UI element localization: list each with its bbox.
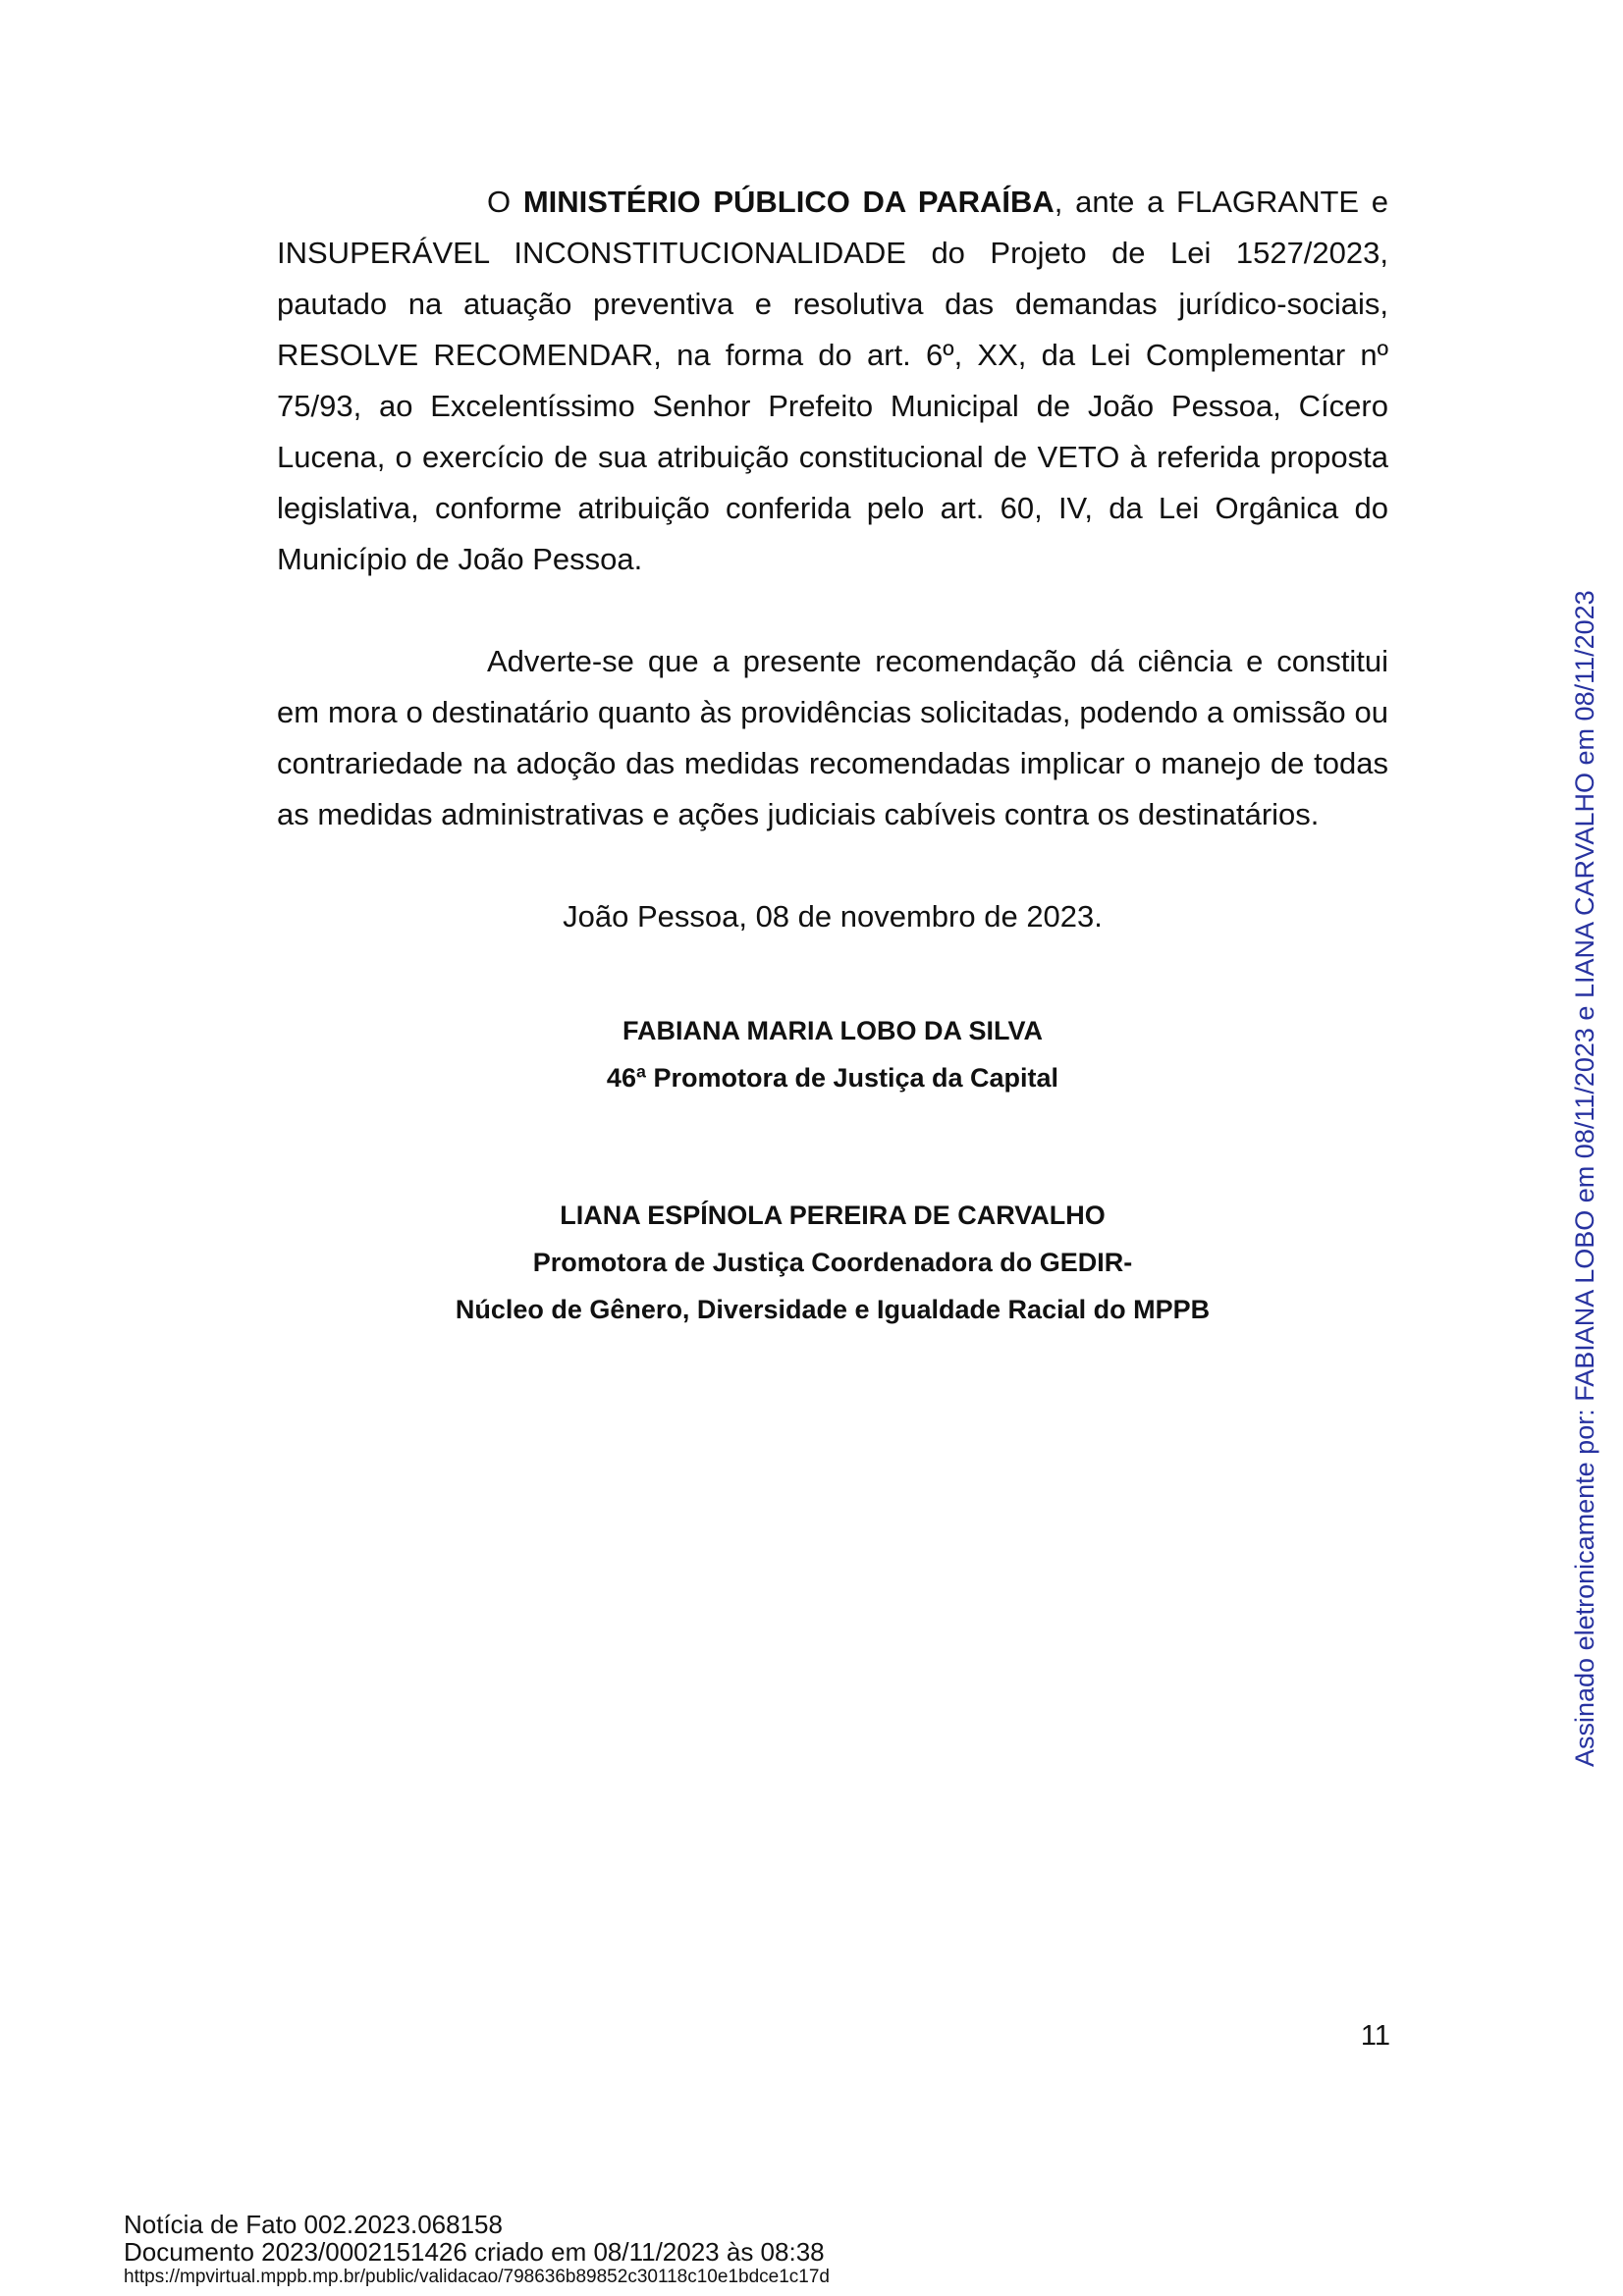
paragraph-lead: O xyxy=(487,185,523,219)
institution-name: MINISTÉRIO PÚBLICO DA PARAÍBA xyxy=(522,185,1055,219)
signatory-role: Promotora de Justiça Coordenadora do GEDIR- xyxy=(532,1248,1133,1277)
footer-case-number: Notícia de Fato 002.2023.068158 xyxy=(124,2210,503,2239)
date-line: João Pessoa, 08 de novembro de 2023. xyxy=(563,899,1103,934)
signatory-name: FABIANA MARIA LOBO DA SILVA xyxy=(622,1016,1043,1045)
signatory-name: LIANA ESPÍNOLA PEREIRA DE CARVALHO xyxy=(560,1201,1106,1230)
paragraph-text: , ante a FLAGRANTE e INSUPERÁVEL INCONSTITUCIONALIDADE do Projeto de Lei 1527/2023, pautado na atuação preventiva e resolutiva das demandas jurídico-sociais, RESOLVE RECOMENDAR, na forma do art. 6º, XX, da Lei Complementar nº 75/93, ao Excelentíssimo Senhor Prefeito Municipal de João Pessoa, Cícero Lucena, o exercício de sua atribuição constitucional de VETO à referida proposta legislativa, conforme atribuição conferida pelo art. 60, IV, da Lei Orgânica do Município de João Pessoa. xyxy=(277,185,1388,576)
recommendation-paragraph xyxy=(277,177,1388,585)
signatory-role: 46ª Promotora de Justiça da Capital xyxy=(606,1063,1059,1093)
electronic-signature-stamp: Assinado eletronicamente por: FABIANA LOBO em 08/11/2023 e LIANA CARVALHO em 08/11/2023 xyxy=(1570,590,1599,1767)
warning-paragraph: Adverte-se que a presente recomendação dá ciência e constitui em mora o destinatário quanto às providências solicitadas, podendo a omissão ou contrariedade na adoção das medidas recomendadas implicar o manejo de todas as medidas administrativas e ações judiciais cabíveis contra os destinatários. xyxy=(277,644,1388,831)
footer-validation-url: https://mpvirtual.mppb.mp.br/public/validacao/798636b89852c30118c10e1bdce1c17d xyxy=(124,2267,830,2287)
page-number: 11 xyxy=(1360,2020,1390,2052)
document-body xyxy=(277,177,1388,1333)
signature-block-1 xyxy=(277,1007,1388,1101)
footer-document-id: Documento 2023/0002151426 criado em 08/11/2023 às 08:38 xyxy=(124,2237,825,2267)
document-footer xyxy=(124,2211,1106,2289)
signature-block-2 xyxy=(277,1192,1388,1333)
signatory-role: Núcleo de Gênero, Diversidade e Igualdade Racial do MPPB xyxy=(455,1295,1211,1324)
